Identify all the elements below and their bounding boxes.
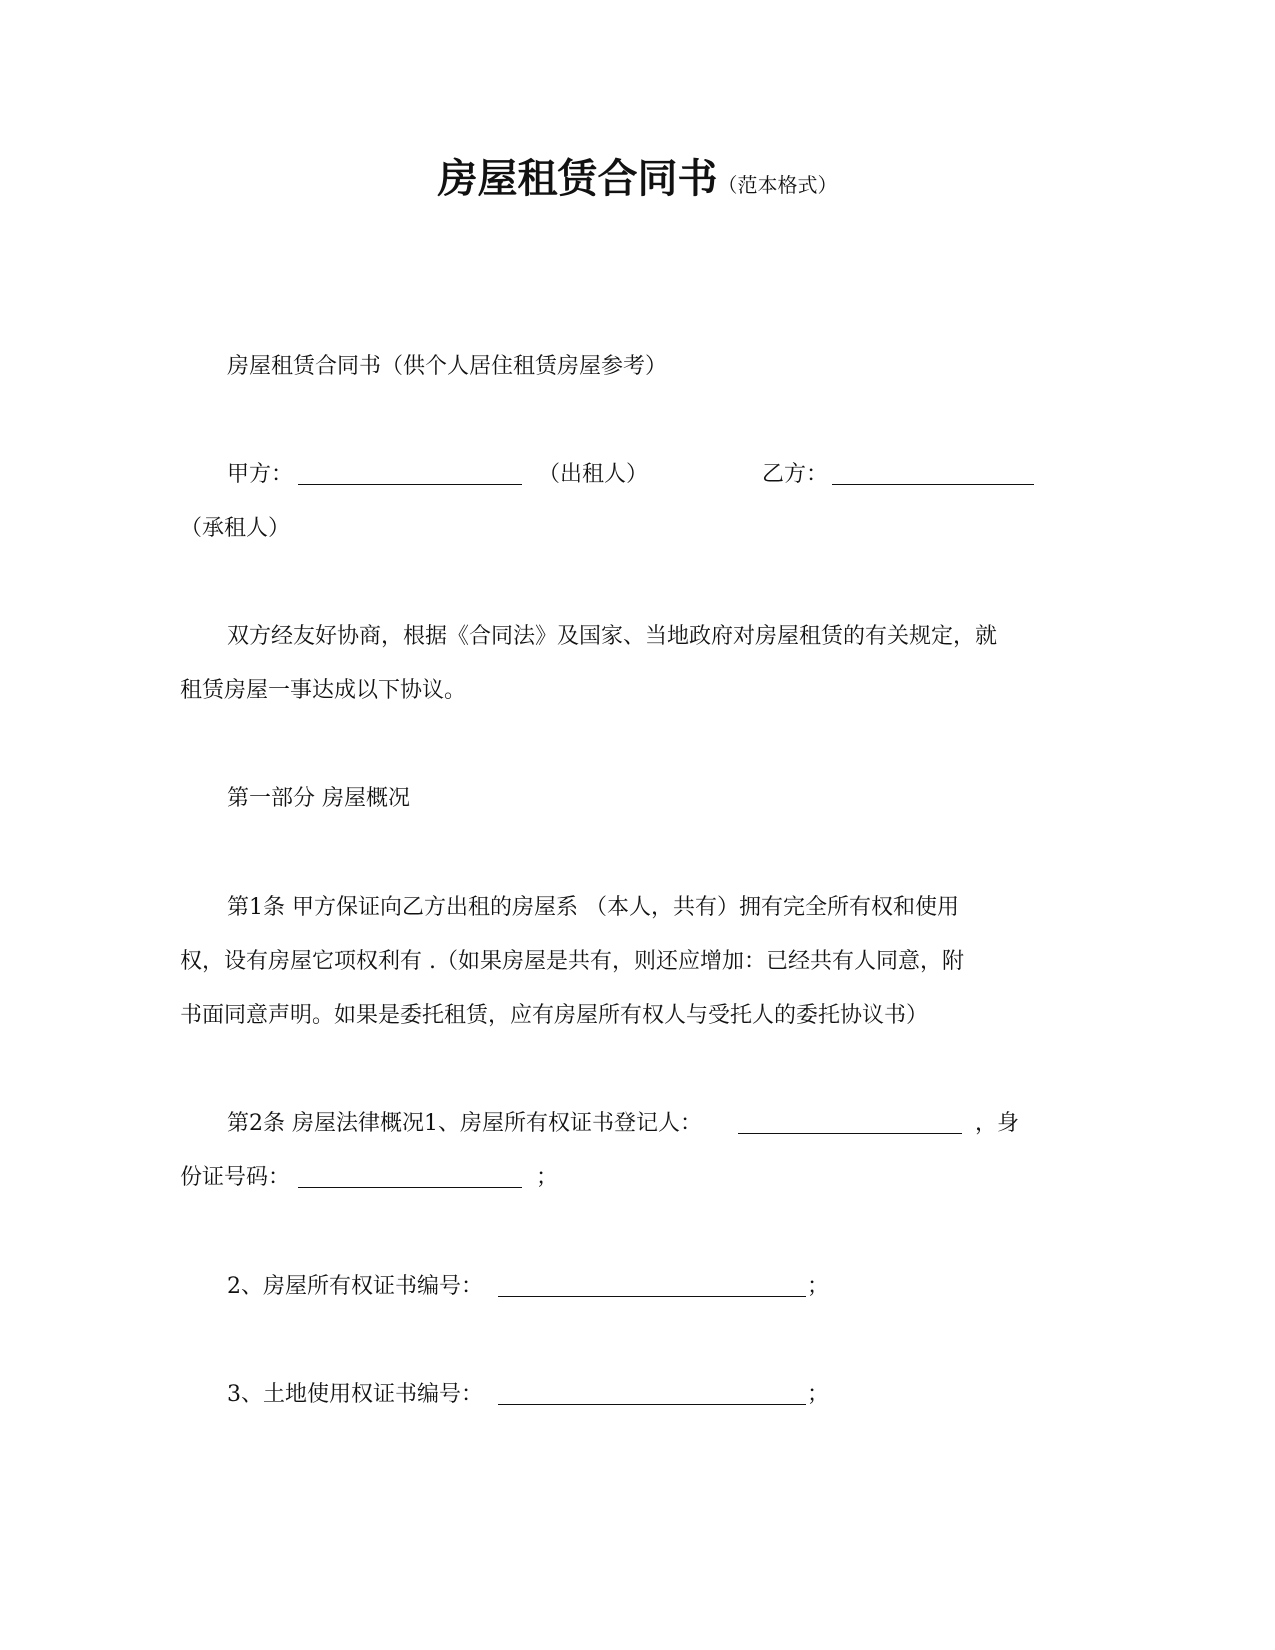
article-1-line-1: 第1条 甲方保证向乙方出租的房屋系 （本人，共有）拥有完全所有权和使用 [227,895,959,920]
article-2-line-1-tail: ，身 [975,1111,1020,1136]
intro-line-2: 租赁房屋一事达成以下协议。 [180,678,467,703]
article-1-line-2: 权，设有房屋它项权利有 .（如果房屋是共有，则还应增加：已经共有人同意，附 [180,949,964,974]
party-a-blank [298,460,522,490]
land-cert-label: 3、土地使用权证书编号： [227,1382,483,1407]
land-cert-tail: ； [807,1382,830,1407]
id-number-label: 份证号码： [180,1165,291,1190]
ownership-cert-tail: ； [807,1274,830,1299]
id-number-tail: ； [536,1165,559,1190]
party-a-label: 甲方： [227,462,294,487]
title-main: 房屋租赁合同书 [437,156,718,202]
part-one-heading: 第一部分 房屋概况 [227,786,410,811]
land-cert-blank [498,1380,806,1410]
article-2-line-1: 第2条 房屋法律概况1、房屋所有权证书登记人： [227,1111,702,1136]
intro-line-1: 双方经友好协商，根据《合同法》及国家、当地政府对房屋租赁的有关规定，就 [227,624,998,649]
party-b-label: 乙方： [762,462,829,487]
party-b-blank [832,460,1034,490]
party-b-role: （承租人） [180,516,291,541]
article-1-line-3: 书面同意声明。如果是委托租赁，应有房屋所有权人与受托人的委托协议书） [180,1003,929,1028]
document-title [0,150,1275,214]
party-a-role: （出租人） [538,462,649,487]
id-number-blank [298,1163,522,1193]
ownership-cert-blank [498,1272,806,1302]
registrant-blank [738,1109,962,1139]
title-note: （范本格式） [717,173,838,197]
subtitle: 房屋租赁合同书（供个人居住租赁房屋参考） [227,354,668,379]
ownership-cert-label: 2、房屋所有权证书编号： [227,1274,483,1299]
